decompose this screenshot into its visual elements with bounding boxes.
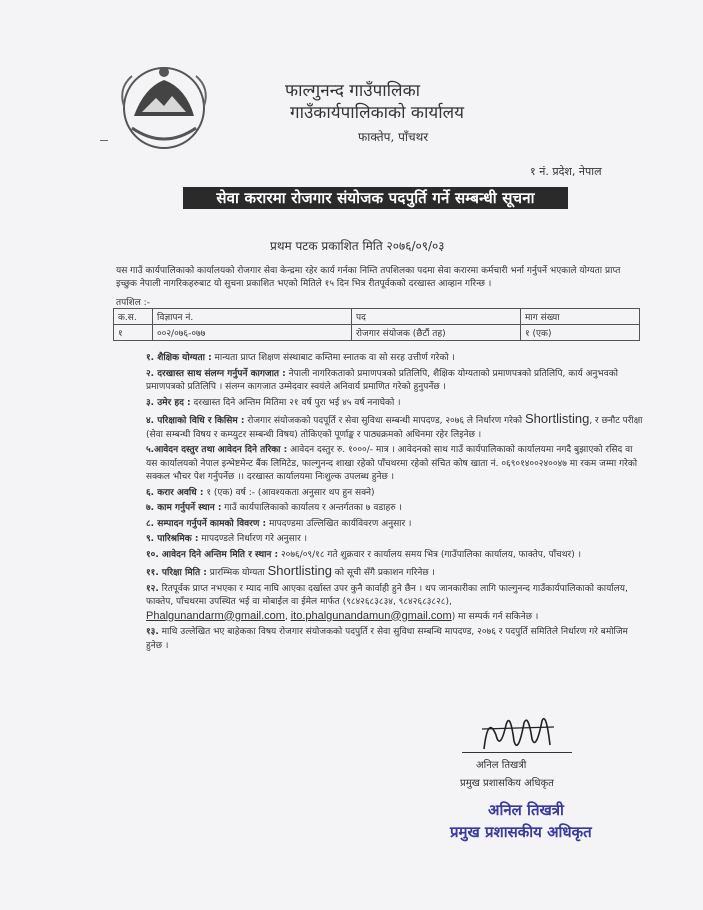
nepal-emblem-icon bbox=[112, 58, 216, 154]
header-cell: पद bbox=[352, 309, 521, 325]
office-name: गाउँकार्यपालिकाको कार्यालय bbox=[290, 103, 465, 123]
condition-text: दरखास्त दिने अन्तिम मितिमा २१ वर्ष पुरा भई ४५ वर्ष ननाघेको । bbox=[190, 397, 401, 408]
condition-item bbox=[146, 352, 646, 366]
header-cell: माग संख्या bbox=[521, 309, 640, 325]
email-link[interactable]: Phalgunandarm@gmail.com bbox=[146, 609, 285, 622]
condition-text: माथि उल्लेखित भए बाहेकका विषय रोजगार संयोजकको पदपुर्ति र सेवा सुविधा सम्बन्धि मापदण्ड, २०७६ र पदपुर्ति समितिले निर्धारण गरे बमोजिम हुनेछ । bbox=[146, 627, 628, 651]
condition-label: ११. परिक्षा मिति : bbox=[146, 568, 207, 578]
condition-item bbox=[146, 626, 646, 653]
condition-label: ५.आवेदन दस्तुर तथा आवेदन दिने तरिका : bbox=[146, 445, 288, 455]
shortlisting-term: Shortlisting bbox=[525, 411, 590, 426]
table-cell: रोजगार संयोजक (छैटौं तह) bbox=[352, 325, 521, 341]
condition-label: ६. करार अवधि : bbox=[146, 487, 204, 498]
condition-text: रोजगार संयोजकको पदपूर्ति र सेवा सुविधा सम्बन्धी मापदण्ड, २०७६ ले निर्धारण गरेको bbox=[244, 416, 525, 426]
table-cell: ००२/०७६-०७७ bbox=[153, 325, 352, 341]
stamp-name: अनिल तिखत्री bbox=[488, 801, 564, 819]
condition-label: ३. उमेर हद : bbox=[146, 397, 191, 408]
condition-text: २०७६/०९/१८ गते शुक्रवार र कार्यालय समय भित्र (गाउँपालिका कार्यालय, फाक्तेप, पाँचथर) । bbox=[278, 549, 581, 560]
email-link[interactable]: ito.phalgunandamun@gmail.com bbox=[290, 609, 452, 622]
condition-label: १२. bbox=[146, 583, 159, 594]
condition-label: २. दरखास्त साथ संलग्न गर्नुपर्ने कागजात : bbox=[146, 368, 286, 379]
condition-text: मान्यता प्राप्त शिक्षण संस्थाबाट कम्तिमा स्नातक वा सो सरह उत्तीर्ण गरेको । bbox=[211, 353, 455, 363]
condition-label: ९. पारिश्रमिक : bbox=[146, 534, 199, 544]
signatory-name: अनिल तिखत्री bbox=[476, 760, 527, 771]
vacancy-table bbox=[113, 308, 640, 341]
header-cell: क.स. bbox=[114, 309, 153, 325]
header-cell: विज्ञापन नं. bbox=[153, 309, 352, 325]
table-label: तपशिल :- bbox=[116, 298, 150, 308]
condition-label: १३. bbox=[146, 627, 159, 637]
table-cell: १ (एक) bbox=[521, 325, 640, 341]
signatory-title: प्रमुख प्रशासकिय अधिकृत bbox=[460, 778, 554, 789]
condition-item bbox=[146, 444, 646, 485]
handwritten-signature bbox=[478, 705, 558, 765]
office-address: फाक्तेप, पाँचथर bbox=[358, 130, 429, 144]
condition-item bbox=[146, 549, 646, 563]
condition-text: नेपाली नागरिकताको प्रमाणपत्रको प्रतिलिपि, शैक्षिक योग्यताको प्रमाणपत्रको प्रतिलिपि, कार्य अनुभवको प्रमाणपत्रको प्रतिलिपि । संलग्न कागजात उम्मेदवार स्वयंले अनिवार्य प्रमाणित गरेको हुनुपर्नेछ । bbox=[146, 368, 618, 392]
email-separator: , bbox=[284, 611, 291, 622]
province-label: १ नं. प्रदेश, नेपाल bbox=[530, 165, 602, 178]
intro-paragraph: यस गाउँ कार्यपालिकाको कार्यालयको रोजगार सेवा केन्द्रमा रहेर कार्य गर्नका निम्ति तपशिलका पदमा सेवा करारमा कर्मचारी भर्ना गर्नुपर्ने भएकाले योग्यता प्राप्त इच्छुक नेपाली नागरिकहरुबाट यो सुचना प्रकाशित भएको मितिले १५ दिन भित्र रीतपूर्वकको दरखास्त आव्हान गरिन्छ । bbox=[116, 266, 621, 289]
condition-item bbox=[146, 397, 646, 411]
condition-text: , र छनौट परीक्षा (सेवा सम्बन्धी विषय र कम्प्युटर सम्बन्धी विषय) तोकिएको पूर्णाङ्क र पाठ्यक्रमको अधिनमा रहेर लिइनेछ । bbox=[146, 416, 643, 440]
condition-item bbox=[146, 533, 646, 547]
condition-label: ८. सम्पादन गर्नुपर्ने कामको विवरण : bbox=[146, 518, 267, 529]
condition-text: को सूची सँगै प्रकाशन गरिनेछ । bbox=[331, 568, 435, 578]
table-cell: १ bbox=[114, 325, 153, 341]
condition-label: १०. आवेदन दिने अन्तिम मिति र स्थान : bbox=[146, 549, 279, 560]
condition-item bbox=[146, 564, 646, 581]
condition-text: मापदण्डले निर्धारण गरे अनुसार । bbox=[198, 534, 308, 544]
stamp-title: प्रमुख प्रशासकीय अधिकृत bbox=[450, 823, 592, 841]
publication-date: प्रथम पटक प्रकाशित मिति २०७६/०९/०३ bbox=[270, 239, 445, 253]
table-row bbox=[114, 325, 640, 341]
condition-text: आवेदन दस्तुर रु. १०००/- मात्र । आवेदनको साथ गाउँ कार्यपालिकाको कार्यालयमा नगदै बुझाएको रसिद वा यस कार्यालयको नेपाल इन्भेष्टमेन्ट बैंक लिमिटेड, फाल्गुनन्द शाखा रहेको पाँचथरमा रहेको संचित कोष खाता नं. ०६९०१४००२४००४७ मा रकम जम्मा गरेको सक्कल भौचर पेश गर्नुपर्नेछ ।। दरखास्त कार्यालयमा निःशुल्क उपलब्ध हुनेछ । bbox=[146, 445, 638, 482]
condition-text: १ (एक) वर्ष :- (आवश्यकता अनुसार थप हुन सक्ने) bbox=[203, 487, 375, 498]
shortlisting-term: Shortlisting bbox=[267, 563, 332, 578]
notice-title: सेवा करारमा रोजगार संयोजक पदपुर्ति गर्ने सम्बन्धी सूचना bbox=[183, 187, 568, 209]
condition-label: ४. परिक्षाको विधि र किसिम : bbox=[146, 416, 245, 426]
signature-line bbox=[462, 752, 572, 753]
condition-item bbox=[146, 583, 646, 625]
condition-text: रितपूर्वक प्राप्त नभएका र म्याद नाघि आएका दर्खास्त उपर कुनै कार्वाही हुने छैन । थप जानकारीका लागि फाल्गुनन्द गाउँकार्यपालिकाको कार्यालय, फाक्तेप, पाँचथरमा उपस्थित भई वा मोबाईल वा ईमेल मार्फत (९८४२६८३८३४, ९८४२६८३८२८), bbox=[146, 583, 628, 607]
condition-item bbox=[146, 412, 646, 442]
condition-item bbox=[146, 518, 646, 532]
condition-item bbox=[146, 502, 646, 516]
condition-label: ७. काम गर्नुपर्ने स्थान : bbox=[146, 503, 222, 513]
condition-label: १. शैक्षिक योग्यता : bbox=[146, 353, 212, 363]
condition-item bbox=[146, 368, 646, 395]
condition-text: गाउँ कार्यपालिकाको कार्यालय र अन्तर्गतका ७ वडाहरु । bbox=[221, 503, 402, 513]
municipality-name: फाल्गुनन्द गाउँपालिका bbox=[285, 81, 421, 101]
table-header-row bbox=[114, 309, 640, 325]
condition-text: प्रारम्भिक योग्यता bbox=[206, 568, 268, 578]
margin-mark bbox=[100, 140, 108, 141]
condition-item bbox=[146, 487, 646, 501]
condition-text: मापदण्डमा उल्लिखित कार्यविवरण अनुसार । bbox=[266, 518, 412, 529]
condition-text: ) मा सम्पर्क गर्न सकिनेछ । bbox=[451, 611, 539, 622]
conditions-list bbox=[146, 352, 646, 655]
